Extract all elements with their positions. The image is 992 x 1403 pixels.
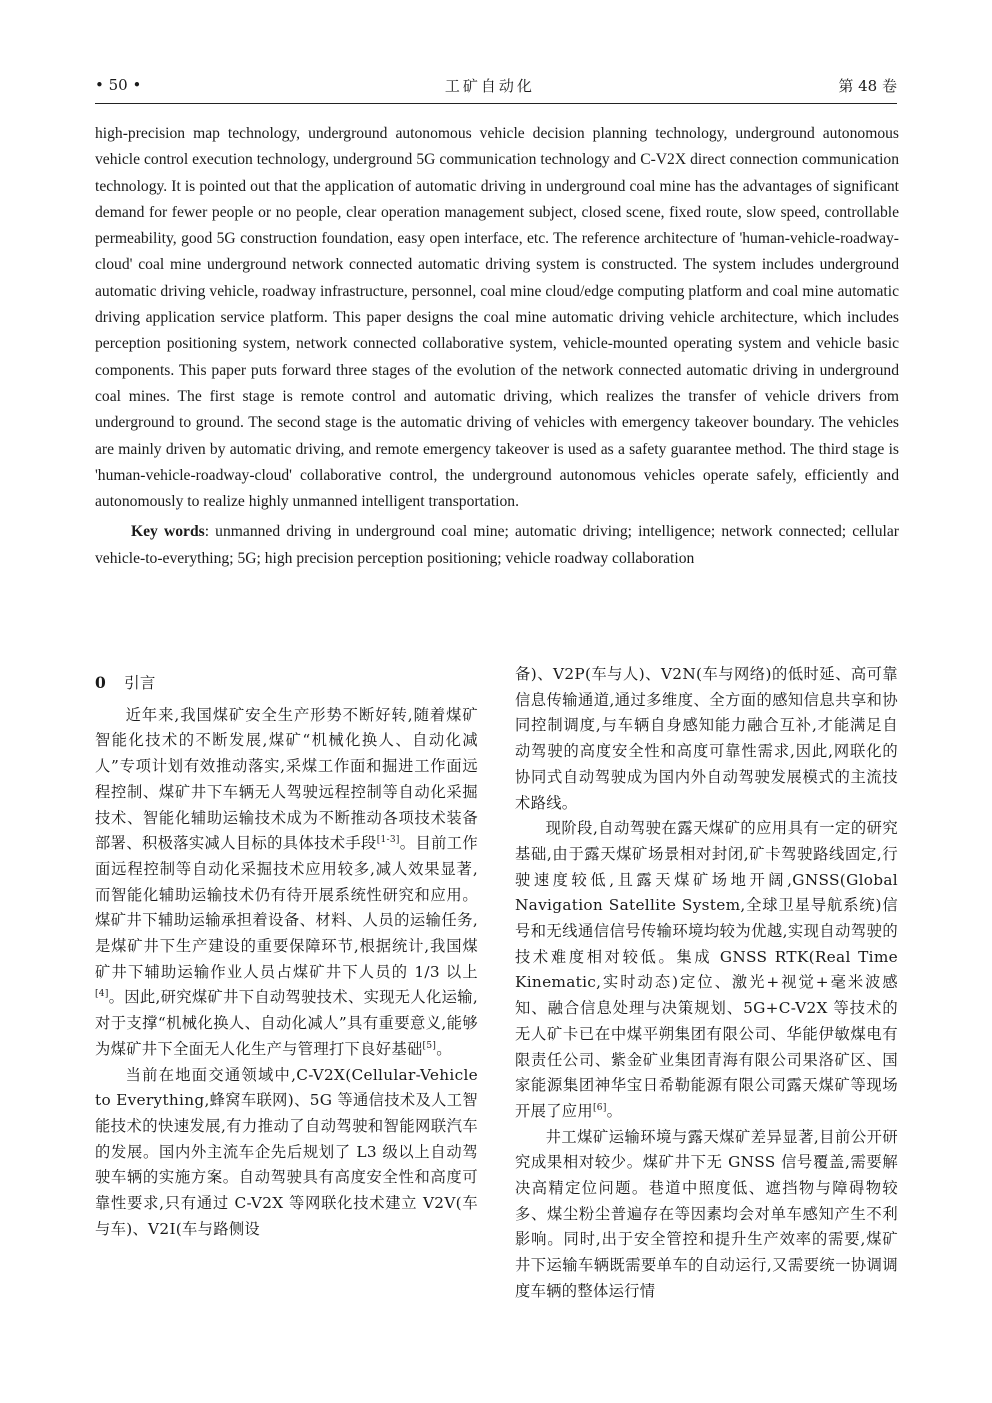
- section-title: 引言: [124, 674, 156, 692]
- keywords: [95, 519, 899, 572]
- citation: [5]: [422, 1040, 437, 1051]
- keywords-label: Key words: [131, 523, 205, 541]
- abstract-text: high-precision map technology, underground autonomous vehicle decision planning technology, underground autonomous vehicle control execution technology, underground 5G communication technology and C-V2X direct connection communication technology. It is pointed out that the application of automatic driving in underground coal mine has the advantages of significant demand for fewer people or no people, clear operation management subject, closed scene, fixed route, slow speed, controllable permeability, good 5G construction foundation, easy open interface, etc. The reference architecture of 'human-vehicle-roadway-cloud' coal mine underground network connected automatic driving system is constructed. The system includes underground automatic driving vehicle, roadway infrastructure, personnel, coal mine cloud/edge computing platform and coal mine automatic driving application service platform. This paper designs the coal mine automatic driving vehicle architecture, which includes perception positioning system, network connected collaborative system, vehicle-mounted operating system and vehicle basic components. This paper puts forward three stages of the evolution of the network connected automatic driving in underground coal mines. The first stage is remote control and automatic driving, which realizes the transfer of vehicle drivers from underground to ground. The second stage is the automatic driving of vehicles with emergency takeover boundary. The vehicles are mainly driven by automatic driving, and remote emergency takeover is used as a safety guarantee method. The third stage is 'human-vehicle-roadway-cloud' collaborative control, the underground autonomous vehicles operate safely, efficiently and autonomously to realize highly unmanned intelligent transportation.: [95, 125, 899, 511]
- english-abstract: [95, 121, 899, 572]
- paragraph: 当前在地面交通领域中,C-V2X(Cellular-Vehicle to Everything,蜂窝车联网)、5G 等通信技术及人工智能技术的快速发展,有力推动了自动驾驶和智能网联汽车的发展。国内外主流车企先后规划了 L3 级以上自动驾驶车辆的实施方案。自动驾驶具有高度安全性和高度可靠性要求,只有通过 C-V2X 等网联化技术建立 V2V(车与车)、V2I(车与路侧设: [95, 1065, 478, 1238]
- citation: [1-3]: [376, 835, 400, 846]
- journal-title: 工矿自动化: [444, 76, 535, 95]
- volume-label: 第 48 卷: [838, 76, 897, 95]
- right-column: [515, 662, 898, 1305]
- citation: [4]: [95, 989, 109, 1000]
- left-column: [95, 662, 478, 1242]
- section-number: 0: [95, 673, 107, 692]
- citation: [6]: [593, 1102, 607, 1113]
- paragraph: 近年来,我国煤矿安全生产形势不断好转,随着煤矿智能化技术的不断发展,煤矿“机械化换人、自动化减人”专项计划有效推动落实,采煤工作面和掘进工作面远程控制、煤矿井下车辆无人驾驶远程控制等自动化采掘技术、智能化辅助运输技术成为不断推动各项技术装备部署、积极落实减人目标的具体技术手段[1-3]。目前工作面远程控制等自动化采掘技术应用较多,减人效果显著,而智能化辅助运输技术仍有待开展系统性研究和应用。煤矿井下辅助运输承担着设备、材料、人员的运输任务,是煤矿井下生产建设的重要保障环节,根据统计,我国煤矿井下辅助运输作业人员占煤矿井下人员的 1/3 以上[4]。因此,研究煤矿井下自动驾驶技术、实现无人化运输,对于支撑“机械化换人、自动化减人”具有重要意义,能够为煤矿井下全面无人化生产与管理打下良好基础[5]。: [95, 705, 478, 1058]
- page-number: • 50 •: [95, 76, 142, 94]
- keywords-text: : unmanned driving in underground coal mine; automatic driving; intelligence; network connected; cellular vehicle-to-everything; 5G; high precision perception positioning; vehicle roadway collaboration: [95, 523, 899, 567]
- paragraph: 现阶段,自动驾驶在露天煤矿的应用具有一定的研究基础,由于露天煤矿场景相对封闭,矿卡驾驶路线固定,行驶速度较低,且露天煤矿场地开阔,GNSS(Global Navigation Satellite System,全球卫星导航系统)信号和无线通信信号传输环境均较为优越,实现自动驾驶的技术难度相对较低。集成 GNSS RTK(Real Time Kinematic,实时动态)定位、激光+视觉+毫米波感知、融合信息处理与决策规划、5G+C-V2X 等技术的无人矿卡已在中煤平朔集团有限公司、华能伊敏煤电有限责任公司、紫金矿业集团青海有限公司果洛矿区、国家能源集团神华宝日希勒能源有限公司露天煤矿等现场开展了应用[6]。: [515, 819, 898, 1120]
- paragraph: 井工煤矿运输环境与露天煤矿差异显著,目前公开研究成果相对较少。煤矿井下无 GNSS 信号覆盖,需要解决高精定位问题。巷道中照度低、遮挡物与障碍物较多、煤尘粉尘普遍存在等因素均会对单车感知产生不利影响。同时,出于安全管控和提升生产效率的需要,煤矿井下运输车辆既需要单车的自动运行,又需要统一协调调度车辆的整体运行情: [515, 1127, 898, 1300]
- paragraph: 备)、V2P(车与人)、V2N(车与网络)的低时延、高可靠信息传输通道,通过多维度、全方面的感知信息共享和协同控制调度,与车辆自身感知能力融合互补,才能满足自动驾驶的高度安全性和高度可靠性需求,因此,网联化的协同式自动驾驶成为国内外自动驾驶发展模式的主流技术路线。: [515, 665, 898, 812]
- section-heading: [95, 670, 478, 697]
- header-rule: [95, 103, 897, 104]
- running-header: [95, 70, 897, 100]
